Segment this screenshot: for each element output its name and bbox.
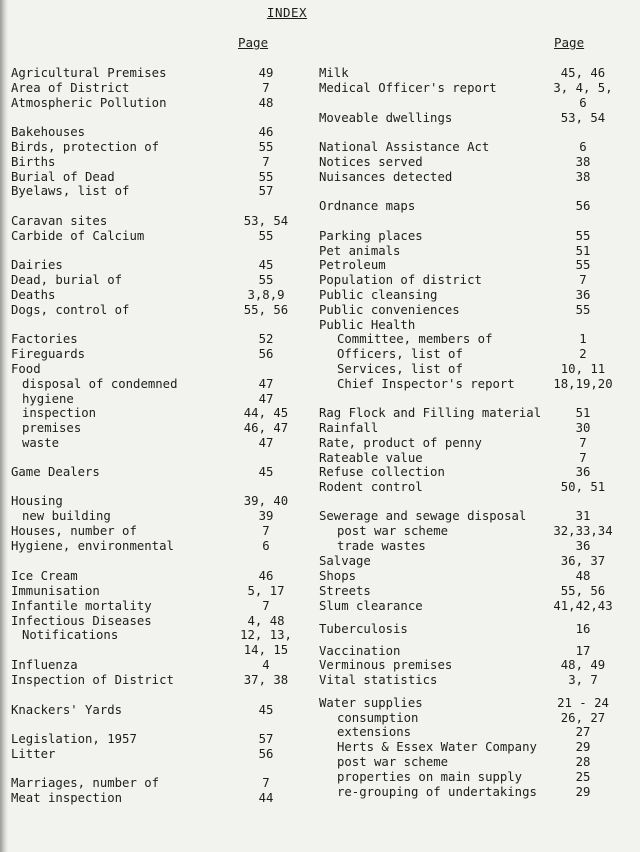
index-page-number: 7 [262,599,270,613]
index-page-number: 7 [262,155,270,169]
index-term: Births [11,155,56,169]
index-term: Hygiene, environmental [11,539,174,553]
index-term: Ordnance maps [319,199,416,213]
index-term: Marriages, number of [11,776,160,790]
index-page-number: 4, 48 [247,614,285,628]
index-page-number: 53, 54 [560,111,606,125]
index-term: Legislation, 1957 [11,732,137,746]
index-page-number: 45 [258,703,274,717]
index-term: re-grouping of undertakings [337,785,537,799]
index-term: Salvage [319,554,371,568]
index-page-number: 55 [575,258,591,272]
index-term: inspection [22,406,97,420]
index-term: Influenza [11,658,78,672]
index-term: Area of District [11,81,130,95]
index-page-number: 3, 7 [568,673,598,687]
index-page-number: 6 [579,96,587,110]
index-term: Public conveniences [319,303,460,317]
index-page-number: 47 [258,392,274,406]
index-term: Public Health [319,318,416,332]
index-page-number: 57 [258,184,274,198]
index-term: Medical Officer's report [319,81,497,95]
index-page-number: 36 [575,539,591,553]
index-term: Verminous premises [319,658,453,672]
index-page-number: 3, 4, 5, [553,81,613,95]
index-term: Sewerage and sewage disposal [319,509,527,523]
index-page-number: 6 [262,539,270,553]
index-term: Streets [319,584,371,598]
index-page-number: 49 [258,66,274,80]
index-page-number: 17 [575,644,591,658]
page-edge-shadow [0,0,8,852]
page-title: INDEX [266,5,308,20]
index-term: Knackers' Yards [11,703,123,717]
index-page-number: 47 [258,436,274,450]
index-page-number: 47 [258,377,274,391]
index-term: Infantile mortality [11,599,152,613]
index-term: Officers, list of [337,347,463,361]
index-page-number: 48 [258,96,274,110]
index-page-number: 7 [262,524,270,538]
index-term: Fireguards [11,347,86,361]
index-term: Vaccination [319,644,401,658]
index-term: Rainfall [319,421,379,435]
index-term: waste [22,436,60,450]
index-term: Committee, members of [337,332,493,346]
index-term: Bakehouses [11,125,86,139]
index-term: Rag Flock and Filling material [319,406,542,420]
index-page-number: 4 [262,658,270,672]
index-page-number: 7 [579,273,587,287]
index-term: premises [22,421,82,435]
index-term: Notices served [319,155,423,169]
index-term: Shops [319,569,357,583]
index-page-number: 50, 51 [560,480,606,494]
index-term: Vital statistics [319,673,438,687]
index-page-number: 56 [575,199,591,213]
index-page-number: 26, 27 [560,711,606,725]
index-page-number: 55 [575,229,591,243]
index-page-number: 56 [258,747,274,761]
index-page-number: 29 [575,740,591,754]
index-term: Burial of Dead [11,170,115,184]
index-page-number: 51 [575,244,591,258]
index-term: Pet animals [319,244,401,258]
index-term: new building [22,509,111,523]
index-page-number: 55 [575,303,591,317]
index-term: Immunisation [11,584,100,598]
index-page-number: 10, 11 [560,362,606,376]
index-page-number: 53, 54 [243,214,289,228]
index-term: Herts & Essex Water Company [337,740,537,754]
index-page-number: 28 [575,755,591,769]
index-term: Petroleum [319,258,386,272]
index-page-number: 45, 46 [560,66,606,80]
index-page-number: 14, 15 [243,643,289,657]
index-page-number: 45 [258,465,274,479]
index-term: Milk [319,66,349,80]
index-page-number: 31 [575,509,591,523]
index-page-number: 37, 38 [243,673,289,687]
index-term: disposal of condemned [22,377,178,391]
index-term: Agricultural Premises [11,66,167,80]
index-page-number: 12, 13, [240,628,292,642]
index-term: Dairies [11,258,63,272]
index-term: Water supplies [319,696,423,710]
index-term: Population of district [319,273,482,287]
index-page-number: 21 - 24 [557,696,609,710]
index-term: Housing [11,494,63,508]
index-page-number: 39, 40 [243,494,289,508]
index-page-number: 32,33,34 [553,524,613,538]
index-page-number: 18,19,20 [553,377,613,391]
index-term: Refuse collection [319,465,445,479]
index-term: Public cleansing [319,288,438,302]
index-page-number: 36 [575,465,591,479]
index-page-number: 48 [575,569,591,583]
index-page-number: 55, 56 [243,303,289,317]
index-page-number: 44 [258,791,274,805]
index-term: Moveable dwellings [319,111,453,125]
index-page-number: 41,42,43 [553,599,613,613]
index-term: Slum clearance [319,599,423,613]
index-page-number: 7 [262,776,270,790]
index-page-number: 46 [258,569,274,583]
index-page-number: 2 [579,347,587,361]
index-term: Services, list of [337,362,463,376]
index-page-number: 36 [575,288,591,302]
index-term: Infectious Diseases [11,614,152,628]
index-term: Nuisances detected [319,170,453,184]
index-page-number: 36, 37 [560,554,606,568]
index-page-number: 29 [575,785,591,799]
index-term: Inspection of District [11,673,174,687]
index-page-number: 45 [258,258,274,272]
index-page-number: 55 [258,170,274,184]
index-term: consumption [337,711,419,725]
index-page-number: 6 [579,140,587,154]
index-term: Food [11,362,41,376]
index-page-number: 1 [579,332,587,346]
index-term: Byelaws, list of [11,184,130,198]
index-page-number: 57 [258,732,274,746]
index-page-number: 46 [258,125,274,139]
page-column-header-left: Page [238,35,269,50]
index-page-number: 48, 49 [560,658,606,672]
index-term: Litter [11,747,56,761]
index-term: Meat inspection [11,791,123,805]
index-page-number: 55 [258,140,274,154]
index-page-number: 27 [575,725,591,739]
index-page-number: 38 [575,155,591,169]
index-term: Deaths [11,288,56,302]
index-page-number: 7 [262,81,270,95]
index-term: hygiene [22,392,74,406]
index-term: National Assistance Act [319,140,490,154]
index-term: Ice Cream [11,569,78,583]
index-page-number: 56 [258,347,274,361]
index-term: Notifications [22,628,119,642]
index-term: Carbide of Calcium [11,229,145,243]
index-term: Rateable value [319,451,423,465]
index-page-number: 55 [258,229,274,243]
index-term: properties on main supply [337,770,523,784]
index-page-number: 39 [258,509,274,523]
index-page-number: 3,8,9 [247,288,285,302]
index-page-number: 7 [579,451,587,465]
index-page-number: 5, 17 [247,584,285,598]
index-term: trade wastes [337,539,426,553]
index-term: Chief Inspector's report [337,377,515,391]
index-page-number: 44, 45 [243,406,289,420]
page-column-header-right: Page [554,35,585,50]
index-page-number: 55 [258,273,274,287]
index-term: post war scheme [337,755,449,769]
index-term: Game Dealers [11,465,100,479]
index-page-number: 25 [575,770,591,784]
index-page-number: 38 [575,170,591,184]
index-term: Atmospheric Pollution [11,96,167,110]
index-term: Dead, burial of [11,273,123,287]
index-term: Rodent control [319,480,423,494]
index-term: post war scheme [337,524,449,538]
index-term: Rate, product of penny [319,436,482,450]
index-page-number: 16 [575,622,591,636]
index-term: Birds, protection of [11,140,160,154]
index-page-number: 46, 47 [243,421,289,435]
index-page-number: 30 [575,421,591,435]
index-term: Dogs, control of [11,303,130,317]
index-term: Tuberculosis [319,622,408,636]
index-page-number: 52 [258,332,274,346]
index-term: Houses, number of [11,524,137,538]
index-term: Parking places [319,229,423,243]
index-term: extensions [337,725,412,739]
index-term: Caravan sites [11,214,108,228]
index-page-number: 7 [579,436,587,450]
index-term: Factories [11,332,78,346]
index-page-number: 51 [575,406,591,420]
index-page-number: 55, 56 [560,584,606,598]
